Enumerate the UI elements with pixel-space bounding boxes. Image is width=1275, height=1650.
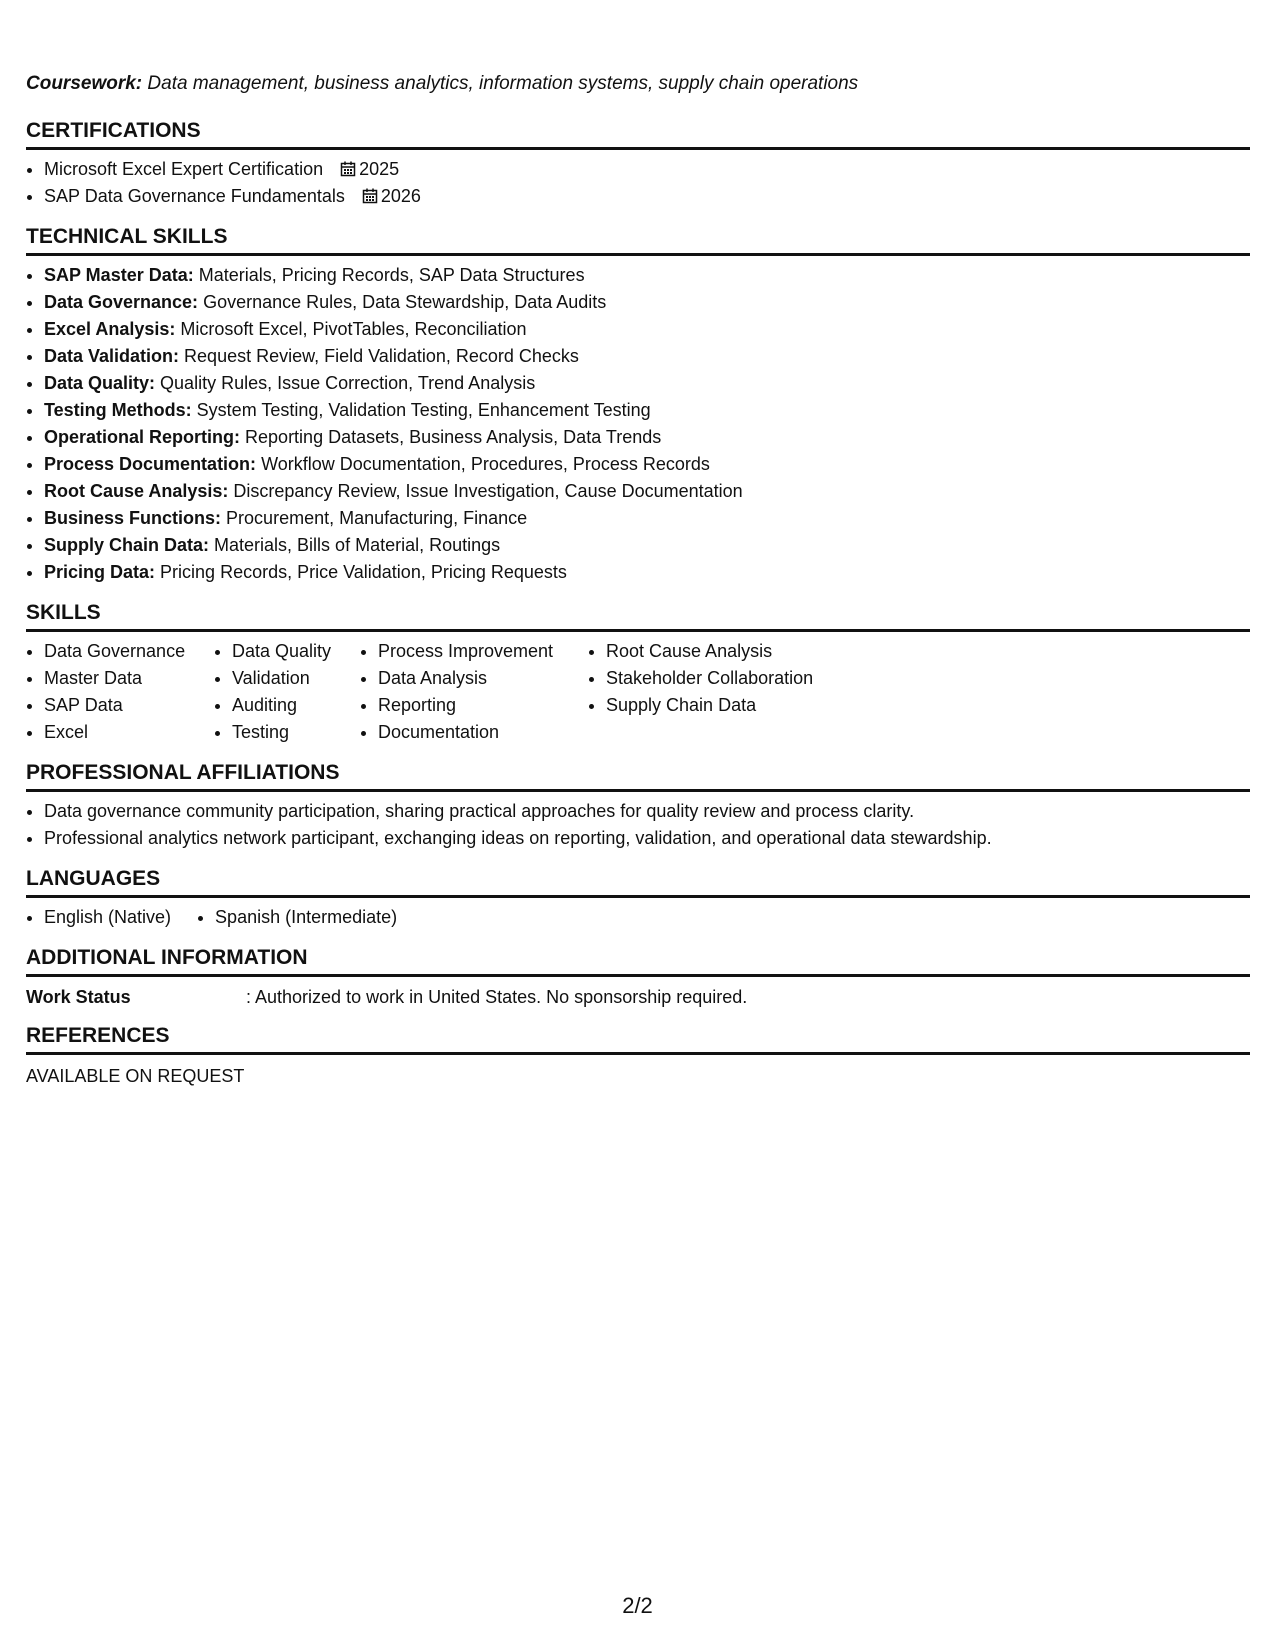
skill-item: • Data Quality (232, 638, 360, 665)
skills-section (26, 600, 1250, 746)
language-item: • English (Native) (44, 904, 171, 931)
technical-skill-item (44, 289, 1250, 316)
technical-skill-label: Data Validation: (44, 346, 180, 366)
page-number: 2/2 (622, 1593, 653, 1618)
skill-item: • Master Data (44, 665, 214, 692)
coursework-label: Coursework: (26, 73, 143, 94)
technical-skill-item (44, 343, 1250, 370)
technical-skill-item (44, 532, 1250, 559)
technical-skill-text: System Testing, Validation Testing, Enhancement Testing (196, 400, 651, 420)
technical-skill-text: Pricing Records, Price Validation, Pricing Requests (160, 562, 567, 582)
affiliations-list (26, 798, 1250, 852)
technical-skill-label: SAP Master Data: (44, 265, 194, 285)
technical-skills-heading: TECHNICAL SKILLS (26, 224, 1250, 256)
technical-skills-list (26, 262, 1250, 586)
additional-info-section (26, 945, 1250, 1009)
skills-heading: SKILLS (26, 600, 1250, 632)
skills-column (588, 638, 866, 746)
certification-name: Microsoft Excel Expert Certification (44, 159, 324, 179)
technical-skill-text: Request Review, Field Validation, Record Checks (184, 346, 579, 366)
skill-item: • Root Cause Analysis (606, 638, 866, 665)
affiliations-section (26, 760, 1250, 852)
affiliations-heading: PROFESSIONAL AFFILIATIONS (26, 760, 1250, 792)
additional-info-heading: ADDITIONAL INFORMATION (26, 945, 1250, 977)
technical-skill-label: Process Documentation: (44, 454, 257, 474)
technical-skill-label: Pricing Data: (44, 562, 156, 582)
certification-date (340, 159, 399, 179)
technical-skill-text: Materials, Bills of Material, Routings (214, 535, 501, 555)
certifications-list (26, 156, 1250, 210)
skill-item: • Process Improvement (378, 638, 588, 665)
affiliation-item: • Data governance community participation, sharing practical approaches for quality review and process clarity. (44, 798, 1250, 825)
technical-skill-label: Supply Chain Data: (44, 535, 210, 555)
technical-skill-item (44, 505, 1250, 532)
certifications-heading: CERTIFICATIONS (26, 118, 1250, 150)
technical-skills-section (26, 224, 1250, 586)
technical-skill-item (44, 316, 1250, 343)
skills-column (360, 638, 588, 746)
certification-item (44, 156, 1250, 183)
skill-item: • Data Analysis (378, 665, 588, 692)
technical-skill-item (44, 451, 1250, 478)
technical-skill-text: Discrepancy Review, Issue Investigation, Cause Documentation (233, 481, 743, 501)
technical-skill-item (44, 424, 1250, 451)
skill-item: • Data Governance (44, 638, 214, 665)
calendar-icon (362, 188, 378, 204)
skills-grid (26, 638, 1250, 746)
resume-page (26, 72, 1250, 1102)
technical-skill-label: Operational Reporting: (44, 427, 241, 447)
work-status-row (26, 985, 1250, 1009)
references-heading: REFERENCES (26, 1023, 1250, 1055)
certification-year: 2025 (359, 159, 400, 179)
technical-skill-label: Data Governance: (44, 292, 199, 312)
technical-skill-label: Root Cause Analysis: (44, 481, 229, 501)
technical-skill-text: Reporting Datasets, Business Analysis, Data Trends (245, 427, 662, 447)
skill-item: • Excel (44, 719, 214, 746)
technical-skill-text: Workflow Documentation, Procedures, Process Records (261, 454, 710, 474)
skill-item: • Stakeholder Collaboration (606, 665, 866, 692)
languages-section (26, 866, 1250, 931)
references-section (26, 1023, 1250, 1088)
skill-item: • Documentation (378, 719, 588, 746)
technical-skill-text: Quality Rules, Issue Correction, Trend Analysis (160, 373, 536, 393)
references-text: AVAILABLE ON REQUEST (26, 1066, 245, 1086)
certification-name: SAP Data Governance Fundamentals (44, 186, 345, 206)
skills-column (214, 638, 360, 746)
technical-skill-text: Procurement, Manufacturing, Finance (226, 508, 528, 528)
affiliation-item: • Professional analytics network participant, exchanging ideas on reporting, validation, and operational data stewardship. (44, 825, 1250, 852)
technical-skill-text: Governance Rules, Data Stewardship, Data Audits (203, 292, 607, 312)
coursework (26, 72, 1250, 96)
skill-item: • Auditing (232, 692, 360, 719)
skill-item: • SAP Data (44, 692, 214, 719)
technical-skill-label: Business Functions: (44, 508, 222, 528)
technical-skill-label: Testing Methods: (44, 400, 192, 420)
certifications-section (26, 118, 1250, 210)
technical-skill-label: Excel Analysis: (44, 319, 176, 339)
work-status-label: Work Status (26, 987, 131, 1007)
technical-skill-item (44, 262, 1250, 289)
skills-column (26, 638, 214, 746)
technical-skill-text: Microsoft Excel, PivotTables, Reconciliation (180, 319, 527, 339)
skill-item: • Validation (232, 665, 360, 692)
skill-item: • Supply Chain Data (606, 692, 866, 719)
technical-skill-item (44, 397, 1250, 424)
calendar-icon (340, 161, 356, 177)
certification-year: 2026 (380, 186, 421, 206)
technical-skill-item (44, 559, 1250, 586)
languages-heading: LANGUAGES (26, 866, 1250, 898)
work-status-value: : Authorized to work in United States. No sponsorship required. (246, 987, 748, 1007)
technical-skill-item (44, 370, 1250, 397)
technical-skill-item (44, 478, 1250, 505)
technical-skill-text: Materials, Pricing Records, SAP Data Structures (198, 265, 585, 285)
skill-item: • Reporting (378, 692, 588, 719)
language-item: • Spanish (Intermediate) (215, 904, 397, 931)
certification-item (44, 183, 1250, 210)
technical-skill-label: Data Quality: (44, 373, 156, 393)
coursework-text: Data management, business analytics, information systems, supply chain operations (147, 73, 859, 94)
certification-date (362, 186, 421, 206)
skill-item: • Testing (232, 719, 360, 746)
languages-list (26, 904, 1250, 931)
